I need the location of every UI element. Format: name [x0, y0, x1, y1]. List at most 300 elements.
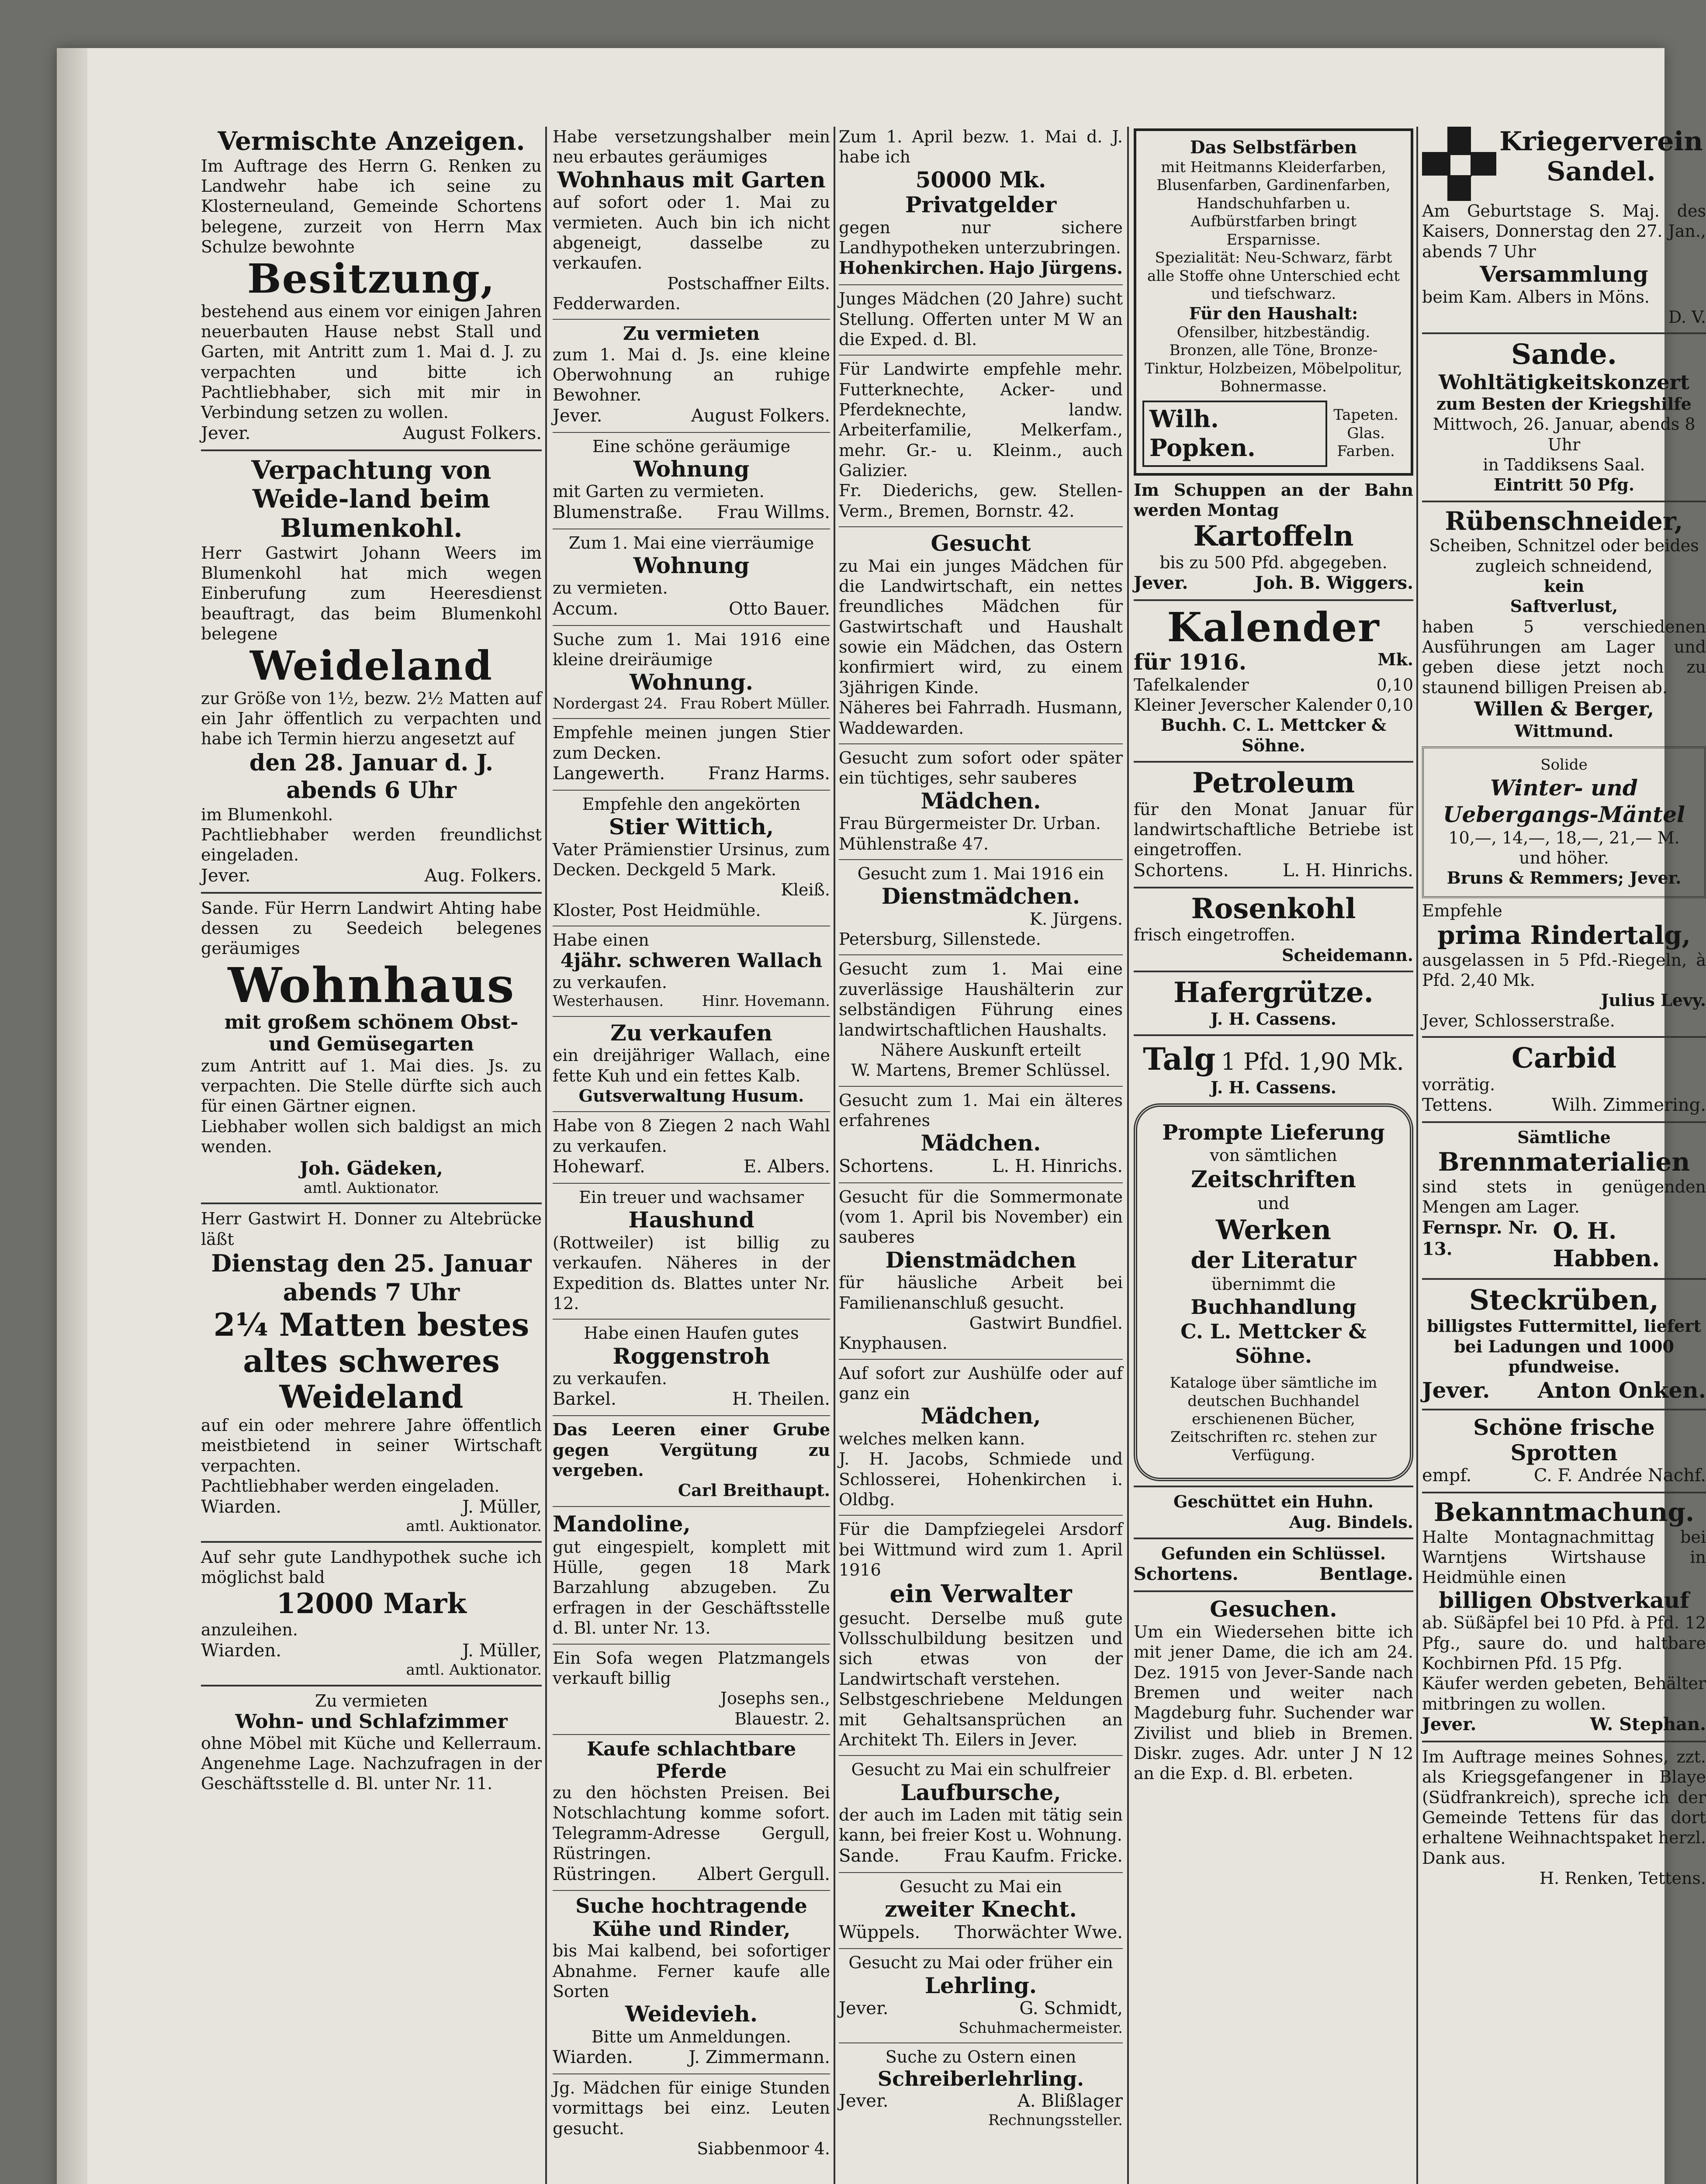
ad-text: 10,—, 14,—, 18,—, 21,— M. und höher.: [1448, 828, 1680, 867]
ad-maedchen-2: [839, 1090, 1123, 1177]
ad-signature-title: amtl. Auktionator.: [406, 1661, 542, 1679]
ad-headline: Kriegerverein Sandel.: [1499, 126, 1703, 187]
ad-mandoline: [553, 1510, 830, 1638]
ad-wohltaetigkeitskonzert: [1422, 339, 1706, 495]
ad-text: welches melken kann.: [839, 1429, 1025, 1448]
ad-text: ab. Süßäpfel bei 10 Pfd. à Pfd. 12 Pfg., saure do. und haltbare Kochbirnen Pfd. 15 Pfg.: [1422, 1613, 1706, 1673]
ad-headline: Besitzung,: [247, 255, 495, 303]
ad-signature: W. Martens, Bremer Schlüssel.: [851, 1061, 1111, 1080]
ad-text: Gesucht zum 1. Mai ein älteres erfahrenes: [839, 1090, 1123, 1130]
ad-headline: Suche hochtragende Kühe und Rinder,: [575, 1894, 807, 1941]
ad-pferde: [553, 1738, 830, 1885]
iron-cross-icon: [1422, 127, 1496, 201]
newspaper-page: [57, 48, 1706, 2184]
ad-signature: A. Blißlager: [1017, 2091, 1123, 2111]
ad-signature-title: Schuhmachermeister.: [959, 2019, 1123, 2037]
ad-headline: Zu verkaufen: [610, 1019, 772, 1046]
ad-text: zu Mai ein junges Mädchen für die Landwirtschaft, ein nettes freundliches Mädchen für Gastwirtschaft und Haushalt sowie ein Mädchen, das Ostern konfirmiert wird, zu einem 3jährigen Kinde.: [839, 556, 1123, 697]
ad-headline: Prompte Lieferung: [1162, 1120, 1385, 1145]
ad-headline: Wohnhaus: [228, 957, 515, 1013]
ad-headline: Winter- und Uebergangs-Mäntel: [1443, 774, 1685, 827]
ad-unit: Mk.: [1377, 650, 1413, 670]
ad-text: Empfehle: [1422, 901, 1502, 920]
ad-place: Schortens.: [1134, 860, 1229, 881]
ad-headline: Wohltätigkeitskonzert: [1438, 370, 1690, 394]
ad-text: von sämtlichen: [1210, 1146, 1337, 1165]
ad-signature: J. Zimmermann.: [689, 2047, 830, 2068]
ad-text: im Blumenkohl.: [201, 805, 333, 824]
ad-signature: D. V.: [1668, 307, 1706, 327]
ad-headline: Brennmaterialien: [1438, 1147, 1690, 1177]
ad-signature: J. Müller,: [462, 1640, 542, 1661]
ad-signature: Bentlage.: [1319, 1564, 1413, 1585]
ad-text: Gesucht zu Mai ein schulfreier: [851, 1760, 1111, 1780]
ad-schluessel: [1134, 1544, 1413, 1585]
ad-signature: J. H. Jacobs, Schmiede und Schlosserei, Hohenkirchen i. Oldbg.: [839, 1449, 1123, 1509]
ad-text: Im Auftrage meines Sohnes, zzt. als Kriegsgefangener in Blaye (Südfrankreich), spreche ich der Gemeinde Tettens für das dort erhaltene Weihnachtspaket herzl. Dank aus.: [1422, 1747, 1706, 1868]
ad-signature: Wilh. Popken.: [1142, 401, 1327, 467]
ad-text: mit Garten zu vermieten.: [553, 482, 765, 501]
ad-signature: Fr. Diederichs, gew. Stellen-Verm., Bremen, Bornstr. 42.: [839, 481, 1123, 521]
price-value: 0,10: [1376, 675, 1413, 695]
ad-text: Halte Montagnachmittag bei Warntjens Wirtshause in Heidmühle einen: [1422, 1527, 1706, 1587]
ad-place: Schortens.: [1134, 1564, 1239, 1585]
ad-kalender: [1134, 605, 1413, 756]
ad-text: Gesucht zu Mai oder früher ein: [848, 1953, 1113, 1973]
ad-text: Ein Sofa wegen Platzmangels verkauft billig: [553, 1648, 830, 1688]
ad-headline: Wohnung.: [629, 669, 754, 695]
ad-headline: Schöne frische Sprotten: [1473, 1414, 1655, 1465]
ad-place: Accum.: [553, 598, 619, 619]
ad-text: Für Landwirte empfehle mehr. Futterknechte, Acker- und Pferdeknechte, landw. Arbeiterfamilie, Melkerfam., mehr. Gr.- u. Kleinm., auch Galizier.: [839, 359, 1123, 480]
ad-signature: Gastwirt Bundfiel.: [969, 1313, 1123, 1333]
ad-signature: Hinr. Hovemann.: [702, 992, 830, 1010]
ad-text: Ein treuer und wachsamer: [579, 1187, 804, 1207]
ad-signature: J. H. Cassens.: [1211, 1009, 1336, 1029]
ad-place: Jever.: [201, 423, 251, 443]
ad-text: der auch im Laden mit tätig sein kann, bei freier Kost u. Wohnung.: [839, 1805, 1123, 1845]
ad-place: Jever.: [201, 865, 251, 886]
ad-headline: Das Selbstfärben: [1190, 137, 1357, 158]
ad-wohnhaus: [201, 898, 542, 1198]
ad-signature: Scheidemann.: [1282, 945, 1413, 965]
ad-maentel: [1422, 746, 1706, 898]
ad-wohnung-2: [553, 533, 830, 620]
ad-signature: Hajo Jürgens.: [989, 258, 1123, 279]
ad-signature: Joh. Gädeken,: [300, 1157, 443, 1179]
price-value: 0,10: [1376, 695, 1413, 715]
ad-text: bis Mai kalbend, bei sofortiger Abnahme. Ferner kaufe alle Sorten: [553, 1941, 830, 2001]
ad-headline: Mädchen,: [920, 1403, 1041, 1429]
ad-text: vorrätig.: [1422, 1075, 1495, 1094]
ad-place: Blumenstraße.: [553, 502, 683, 522]
ad-text: Saftverlust,: [1510, 596, 1618, 616]
ad-landwirte: [839, 359, 1123, 521]
ad-text: und: [1257, 1193, 1290, 1213]
price-item: Kleiner Jeverscher Kalender: [1134, 695, 1372, 715]
ad-text: Habe einen: [553, 930, 649, 950]
ad-kartoffeln: [1134, 480, 1413, 594]
ad-signature: Gutsverwaltung Husum.: [578, 1086, 804, 1106]
ad-subheadline: für 1916.: [1134, 649, 1247, 675]
ad-signature: Frau Robert Müller.: [680, 695, 830, 712]
ad-signature: C. F. Andrée Nachf.: [1533, 1465, 1706, 1486]
ad-verwalter: [839, 1519, 1123, 1750]
ad-signature: O. H. Habben.: [1553, 1217, 1660, 1272]
ad-headline: Weidevieh.: [625, 2001, 758, 2027]
ad-text: Herr Gastwirt H. Donner zu Altebrücke läßt: [201, 1209, 542, 1249]
column-3: [839, 127, 1123, 2184]
ad-headline: Dienstmädchen: [885, 1247, 1076, 1273]
ad-headline: Versammlung: [1480, 261, 1648, 287]
ad-weideland-altebruecke: [201, 1209, 542, 1536]
column-2: [553, 127, 830, 2184]
ad-text: Junges Mädchen (20 Jahre) sucht Stellung. Offerten unter M W an die Exped. d. Bl.: [839, 289, 1123, 349]
ad-ruebenschneider: [1422, 507, 1706, 742]
ad-headline: 2¼ Matten bestes altes schweres Weideland: [213, 1306, 529, 1416]
ad-text: kein: [1543, 576, 1585, 596]
ad-headline: Dienstmädchen.: [881, 883, 1080, 909]
ad-signature: Thorwächter Wwe.: [954, 1922, 1123, 1942]
ad-headline: Verpachtung von Weide-land beim Blumenkohl.: [251, 455, 491, 543]
ad-place: Rüstringen.: [553, 1864, 657, 1884]
column-rule: [834, 127, 835, 2184]
ad-zu-verkaufen: [553, 1020, 830, 1106]
ad-text: zum Besten der Kriegshilfe: [1436, 394, 1692, 414]
ad-text: Um ein Wiedersehen bitte ich mit jener Dame, die ich am 24. Dez. 1915 von Jever-Sande nach Bremen und weiter nach Magdeburg fuhr. Suchender war Zivilist und blieb in Bremen. Diskr. zuges. Adr. unter J N 12 an die Exp. d. Bl. erbeten.: [1134, 1622, 1413, 1783]
ad-junges-maedchen: [839, 289, 1123, 349]
ad-headline: Zeitschriften: [1191, 1166, 1356, 1193]
ad-text: zu vermieten.: [553, 578, 668, 598]
ad-headline: Stier Wittich,: [609, 814, 774, 840]
ad-stier-wittich: [553, 794, 830, 920]
ad-text: sind stets in genügenden Mengen am Lager.: [1422, 1177, 1706, 1217]
ad-kriegerverein: [1422, 127, 1706, 327]
ad-headline: Kartoffeln: [1193, 520, 1354, 553]
ad-place: Westerhausen.: [553, 992, 664, 1010]
ad-signature: August Folkers.: [691, 405, 830, 426]
ad-place: Wiarden.: [201, 1496, 281, 1517]
ad-subheadline: Für den Haushalt:: [1189, 303, 1358, 323]
ad-signature: Julius Levy.: [1601, 990, 1706, 1010]
ad-text: zu verkaufen.: [553, 1369, 667, 1389]
ad-text: Gesucht zum 1. Mai 1916 ein: [857, 864, 1104, 883]
ad-place: Jever.: [1422, 1714, 1477, 1735]
ad-text: für häusliche Arbeit bei Familienanschluß gesucht.: [839, 1273, 1123, 1313]
ad-text: Im Schuppen an der Bahn werden Montag: [1134, 480, 1413, 520]
ad-signature: Otto Bauer.: [729, 598, 830, 619]
ad-text: Solide: [1540, 756, 1588, 774]
ad-text: Am Geburtstage S. Maj. des Kaisers, Donnerstag den 27. Jan., abends 7 Uhr: [1422, 201, 1706, 261]
ad-rosenkohl: [1134, 893, 1413, 965]
ad-signature: Bruns & Remmers; Jever.: [1446, 868, 1682, 888]
ad-headline: der Literatur: [1190, 1247, 1356, 1274]
ad-headline: billigen Obstverkauf: [1439, 1587, 1689, 1613]
ad-signature-title: amtl. Auktionator.: [303, 1179, 439, 1197]
ad-wohnung-3: [553, 629, 830, 713]
column-rule: [1127, 127, 1129, 2184]
ad-place: Fedderwarden.: [553, 294, 681, 314]
ad-headline: Kalender: [1167, 604, 1380, 651]
ad-place: Jever.: [553, 405, 602, 426]
ad-text: Habe einen Haufen gutes: [584, 1324, 799, 1343]
ad-signature: Aug. Bindels.: [1289, 1512, 1413, 1532]
ad-text: Herr Gastwirt Johann Weers im Blumenkohl hat mich wegen Einberufung zum Heeresdienst beauftragt, das beim Blumenkohl belegene: [201, 543, 542, 644]
ad-text: Selbstgeschriebene Meldungen mit Gehaltsansprüchen an Architekt Th. Eilers in Jever.: [839, 1690, 1123, 1749]
ad-headline: zweiter Knecht.: [885, 1896, 1077, 1922]
ad-headline: 4jähr. schweren Wallach: [560, 950, 823, 972]
ad-text: Gesucht zu Mai ein: [900, 1876, 1062, 1896]
ad-text: ein dreijähriger Wallach, eine fette Kuh und ein fettes Kalb.: [553, 1046, 830, 1085]
ad-signature: Kleiß.: [781, 880, 830, 900]
ad-text: Pachtliebhaber werden eingeladen.: [201, 1476, 500, 1496]
ad-signature: Carl Breithaupt.: [678, 1480, 830, 1500]
ad-text: Gefunden ein Schlüssel.: [1161, 1544, 1386, 1564]
ad-text: Jg. Mädchen für einige Stunden vormittags bei einz. Leuten gesucht.: [553, 2078, 830, 2138]
ad-haushund: [553, 1187, 830, 1313]
ad-subheadline: mit großem schönem Obst- und Gemüsegarten: [224, 1011, 519, 1056]
ad-headline: prima Rindertalg,: [1437, 920, 1691, 950]
ad-place: empf.: [1422, 1465, 1472, 1486]
ad-headline: Wohnung: [633, 456, 750, 482]
ad-huhn: [1134, 1492, 1413, 1532]
ad-signature: Joh. B. Wiggers.: [1255, 573, 1413, 594]
ad-place: Jever.: [839, 2091, 889, 2111]
ad-text: Das Leeren einer Grube gegen Vergütung zu vergeben.: [553, 1420, 830, 1480]
ad-signature: Josephs sen.,: [720, 1689, 830, 1708]
section-title: Vermischte Anzeigen.: [218, 126, 525, 156]
ad-headline: Wohn- und Schlafzimmer: [235, 1711, 508, 1733]
ad-headline: Wohnung: [633, 552, 750, 578]
ad-signature: Postschaffner Eilts.: [667, 273, 830, 293]
ad-dienstmaedchen-2: [839, 1187, 1123, 1354]
ad-brennmaterialien: [1422, 1127, 1706, 1273]
ad-place: Nordergast 24.: [553, 695, 668, 712]
ad-text: gut eingespielt, komplett mit Hülle, gegen 18 Mark Barzahlung abzugeben. Zu erfragen in der Geschäftsstelle d. Bl. unter Nr. 13.: [553, 1537, 830, 1638]
ad-besitzung: [201, 127, 542, 444]
ad-gesuchen: [1134, 1597, 1413, 1783]
ad-text: Spezialität: Neu-Schwarz, färbt alle Stoffe ohne Unterschied echt und tiefschwarz.: [1147, 249, 1400, 303]
ad-text: für den Monat Januar für landwirtschaftliche Betriebe ist eingetroffen.: [1134, 799, 1413, 860]
ad-text: Eine schöne geräumige: [592, 436, 791, 456]
ad-text: auf sofort oder 1. Mai zu vermieten. Auch bin ich nicht abgeneigt, dasselbe zu verkaufen.: [553, 193, 830, 273]
ad-text: haben 5 verschiedenen Ausführungen am Lager und geben diese jetzt noch zu staunend billigen Preisen ab.: [1422, 617, 1706, 697]
ad-wohnung-1: [553, 436, 830, 523]
ad-headline: Laufbursche,: [900, 1779, 1061, 1805]
ad-text: Scheiben, Schnitzel oder beides zugleich schneidend,: [1429, 536, 1699, 576]
ad-verpachtung-weideland: [201, 456, 542, 887]
ad-headline: Lehrling.: [924, 1972, 1037, 1998]
ad-time: abends 6 Uhr: [286, 777, 457, 804]
ad-signature: Frau Bürgermeister Dr. Urban.: [839, 814, 1101, 833]
ad-text: zu verkaufen.: [553, 973, 667, 992]
ad-headline: Gesucht: [931, 530, 1031, 556]
ad-lehrling: [839, 1952, 1123, 2037]
ad-text: Zu vermieten: [315, 1691, 428, 1711]
ad-text: in Taddiksens Saal.: [1483, 455, 1645, 474]
ad-signature: Franz Harms.: [708, 763, 830, 784]
ad-wohnhaus-garten: [553, 127, 830, 314]
ad-place: Schortens.: [839, 1156, 934, 1176]
ad-text: Im Auftrage des Herrn G. Renken zu Landwehr habe ich seine zu Klosterneuland, Gemeinde Schortens belegene, zurzeit von Herrn Max Schulze bewohnte: [201, 156, 542, 257]
ad-text: Sämtliche: [1517, 1127, 1611, 1147]
ad-place: Fernspr. Nr. 13.: [1422, 1217, 1538, 1259]
column-rule: [1416, 127, 1418, 2184]
ad-signature: Albert Gergull.: [697, 1864, 830, 1884]
ad-place: Barkel.: [553, 1389, 616, 1410]
ad-signature: Wilh. Zimmering.: [1551, 1095, 1706, 1116]
ad-laufbursche: [839, 1759, 1123, 1866]
ad-signature: J. Müller,: [462, 1496, 542, 1517]
ad-text: Für die Dampfziegelei Arsdorf bei Wittmund wird zum 1. April 1916: [839, 1520, 1123, 1579]
ad-roggenstroh: [553, 1323, 830, 1410]
ad-text: zum 1. Mai d. Js. eine kleine Oberwohnung an ruhige Bewohner.: [553, 345, 830, 405]
ad-text: ohne Möbel mit Küche und Kellerraum. Angenehme Lage. Nachzufragen in der Geschäftsstelle d. Bl. unter Nr. 11.: [201, 1733, 542, 1794]
ad-place: Blauestr. 2.: [734, 1709, 830, 1728]
ad-petroleum: [1134, 767, 1413, 881]
ad-signature: K. Jürgens.: [1029, 909, 1123, 929]
column-5: [1422, 127, 1706, 2184]
ad-wohnzimmer: [201, 1691, 542, 1794]
ad-text: zur Größe von 1½, bezw. 2½ Matten auf ein Jahr öffentlich zu verpachten und habe ich Termin hierzu angesetzt auf: [201, 688, 542, 749]
ad-carbid: [1422, 1042, 1706, 1116]
ad-signature: Frau Kaufm. Fricke.: [944, 1845, 1123, 1866]
ad-place: Langewerth.: [553, 763, 665, 784]
ad-text: Kataloge über sämtliche im deutschen Buchhandel erschienenen Bücher, Zeitschriften rc. stehen zur Verfügung.: [1170, 1374, 1377, 1464]
ad-text: bestehend aus einem vor einigen Jahren neuerbauten Hause nebst Stall und Garten, mit Antritt zum 1. Mai d. J. zu verpachten und bitte ich Pachtliebhaber, sich mit mir in Verbindung setzen zu wollen.: [201, 301, 542, 422]
ad-place: Wüppels.: [839, 1922, 920, 1942]
ad-text: zum Antritt auf 1. Mai dies. Js. zu verpachten. Die Stelle dürfte sich auch für einen Gärtner eignen.: [201, 1056, 542, 1116]
ad-signature: G. Schmidt,: [1019, 1998, 1123, 2019]
ad-signature: W. Stephan.: [1590, 1714, 1706, 1735]
ad-headline: Carbid: [1512, 1042, 1616, 1075]
ad-text: Ofensilber, hitzbeständig. Bronzen, alle Töne, Bronze-Tinktur, Holzbeizen, Möbelpolitur, Bohnermasse.: [1145, 323, 1402, 396]
ad-talg: [1134, 1040, 1413, 1098]
ad-headline: ein Verwalter: [889, 1579, 1072, 1609]
ad-place: Petersburg, Sillenstede.: [839, 930, 1041, 949]
ad-text: Gesucht für die Sommermonate (vom 1. April bis November) ein sauberes: [839, 1187, 1123, 1247]
ad-text: Habe von 8 Ziegen 2 nach Wahl zu verkaufen.: [553, 1116, 830, 1156]
ad-text: zu den höchsten Preisen. Bei Notschlachtung komme sofort. Telegramm-Adresse Gergull, Rüstringen.: [553, 1783, 830, 1863]
ad-place: Kloster, Post Heidmühle.: [553, 900, 761, 920]
ad-place: Wiarden.: [201, 1640, 281, 1661]
ad-steckrueben: [1422, 1284, 1706, 1404]
ad-text: Zum 1. April bezw. 1. Mai d. J. habe ich: [839, 127, 1123, 167]
ad-wallach: [553, 930, 830, 1011]
ad-signature: L. H. Hinrichs.: [1282, 860, 1413, 881]
ad-text: Bitte um Anmeldungen.: [591, 2027, 791, 2046]
ad-gesucht: [839, 531, 1123, 738]
ad-text: gegen nur sichere Landhypotheken unterzubringen.: [839, 218, 1123, 258]
ad-text: bis zu 500 Pfd. abgegeben.: [1159, 553, 1388, 572]
ad-dank: [1422, 1747, 1706, 1889]
ad-headline: Petroleum: [1192, 767, 1355, 800]
ad-text: Näheres bei Fahrradh. Husmann, Waddewarden.: [839, 698, 1123, 738]
ad-text: mit Heitmanns Kleiderfarben, Blusenfarben, Gardinenfarben, Handschuhfarben u. Aufbürstfarben bringt Ersparnisse.: [1156, 158, 1391, 249]
ad-signature: Buchh. C. L. Mettcker & Söhne.: [1160, 715, 1387, 755]
column-1: [201, 127, 542, 2184]
ad-text: auf ein oder mehrere Jahre öffentlich meistbietend in seiner Wirtschaft verpachten.: [201, 1416, 542, 1476]
ad-headline: Rosenkohl: [1191, 892, 1356, 925]
ad-headline: Talg: [1143, 1040, 1216, 1077]
ad-maedchen-3: [839, 1363, 1123, 1510]
ad-place: Jever, Schlosserstraße.: [1422, 1011, 1615, 1030]
ad-text: 1 Pfd. 1,90 Mk.: [1221, 1047, 1404, 1075]
ad-place: Wittmund.: [1514, 721, 1614, 741]
ad-headline: Sande.: [1511, 338, 1617, 371]
ad-headline: Wohnhaus mit Garten: [557, 166, 826, 193]
ad-headline: 50000 Mk. Privatgelder: [905, 166, 1057, 218]
ad-text: Suche zu Ostern einen: [885, 2047, 1076, 2067]
ad-place: Mühlenstraße 47.: [839, 834, 989, 854]
ad-signature: Willen & Berger,: [1474, 698, 1654, 721]
ad-headline: Kaufe schlachtbare Pferde: [586, 1738, 796, 1783]
ad-signature: L. H. Hinrichs.: [992, 1156, 1123, 1176]
ad-headline: Steckrüben,: [1469, 1283, 1659, 1317]
ad-maedchen-1: [839, 748, 1123, 854]
ad-text: Auf sehr gute Landhypothek suche ich möglichst bald: [201, 1547, 542, 1587]
ad-grube: [553, 1420, 830, 1500]
ad-headline: Zu vermieten: [623, 323, 760, 345]
ad-headline: Werken: [1215, 1214, 1332, 1246]
ad-hafergruetze: [1134, 977, 1413, 1029]
column-rule: [545, 127, 547, 2184]
ad-place: Knyphausen.: [839, 1334, 948, 1353]
ad-text: billigstes Futtermittel, liefert bei Ladungen und 1000 pfundweise.: [1427, 1316, 1701, 1376]
ad-text: gesucht. Derselbe muß gute Vollsschulbildung besitzen und sich etwas von der Landwirtschaft verstehen.: [839, 1608, 1123, 1689]
ad-headline: Hafergrütze.: [1173, 976, 1374, 1009]
ad-place: Tettens.: [1422, 1095, 1493, 1116]
ad-headline: C. L. Mettcker & Söhne.: [1180, 1319, 1367, 1368]
ad-text: Habe versetzungshalber mein neu erbautes geräumiges: [553, 127, 830, 167]
ad-signature: Anton Onken.: [1537, 1377, 1706, 1403]
ad-selbstfaerben: [1134, 128, 1413, 476]
ad-text: Zum 1. Mai eine vierräumige: [568, 533, 814, 553]
ad-place: Jever.: [1134, 573, 1188, 594]
ad-place: Wiarden.: [553, 2047, 633, 2068]
ad-stier: [553, 722, 830, 784]
column-4: [1134, 127, 1413, 2184]
ad-text: Liebhaber wollen sich baldigst an mich wenden.: [201, 1116, 542, 1157]
ad-place: Sande.: [839, 1845, 900, 1866]
ad-text: beim Kam. Albers in Möns.: [1422, 287, 1650, 307]
ad-sprotten: [1422, 1415, 1706, 1486]
ad-signature: Siabbenmoor 4.: [697, 2139, 830, 2158]
ad-text: (Rottweiler) ist billig zu verkaufen. Näheres in der Expedition ds. Blattes unter Nr. 12.: [553, 1233, 830, 1313]
ad-buchhandlung: [1134, 1103, 1413, 1482]
ad-place: Jever.: [839, 1998, 889, 2019]
ad-signature: August Folkers.: [402, 423, 542, 443]
ad-headline: 12000 Mark: [276, 1587, 467, 1620]
ad-text: Nähere Auskunft erteilt: [880, 1040, 1081, 1060]
ad-text: Vater Prämienstier Ursinus, zum Decken. Deckgeld 5 Mark.: [553, 840, 830, 879]
ad-text: Eintritt 50 Pfg.: [1493, 475, 1635, 495]
ad-text: anzuleihen.: [201, 1620, 298, 1640]
ad-haushaelterin: [839, 959, 1123, 1080]
ad-date: Dienstag den 25. Januar: [211, 1249, 532, 1277]
ad-headline: Roggenstroh: [612, 1343, 770, 1369]
ad-bekanntmachung: [1422, 1498, 1706, 1735]
ad-text: Geschüttet ein Huhn.: [1173, 1492, 1374, 1512]
ad-place: Hohewarf.: [553, 1157, 645, 1177]
ad-headline: Mädchen.: [920, 1130, 1041, 1156]
ad-text: Empfehle meinen jungen Stier zum Decken.: [553, 723, 830, 763]
ad-signature: J. H. Cassens.: [1211, 1078, 1336, 1098]
ad-text: Sande. Für Herrn Landwirt Ahting habe dessen zu Seedeich belegenes geräumiges: [201, 898, 542, 958]
ad-text: Suche zum 1. Mai 1916 eine kleine dreiräumige: [553, 629, 830, 669]
ad-ziegen: [553, 1116, 830, 1178]
ad-headline: Buchhandlung: [1190, 1295, 1356, 1319]
